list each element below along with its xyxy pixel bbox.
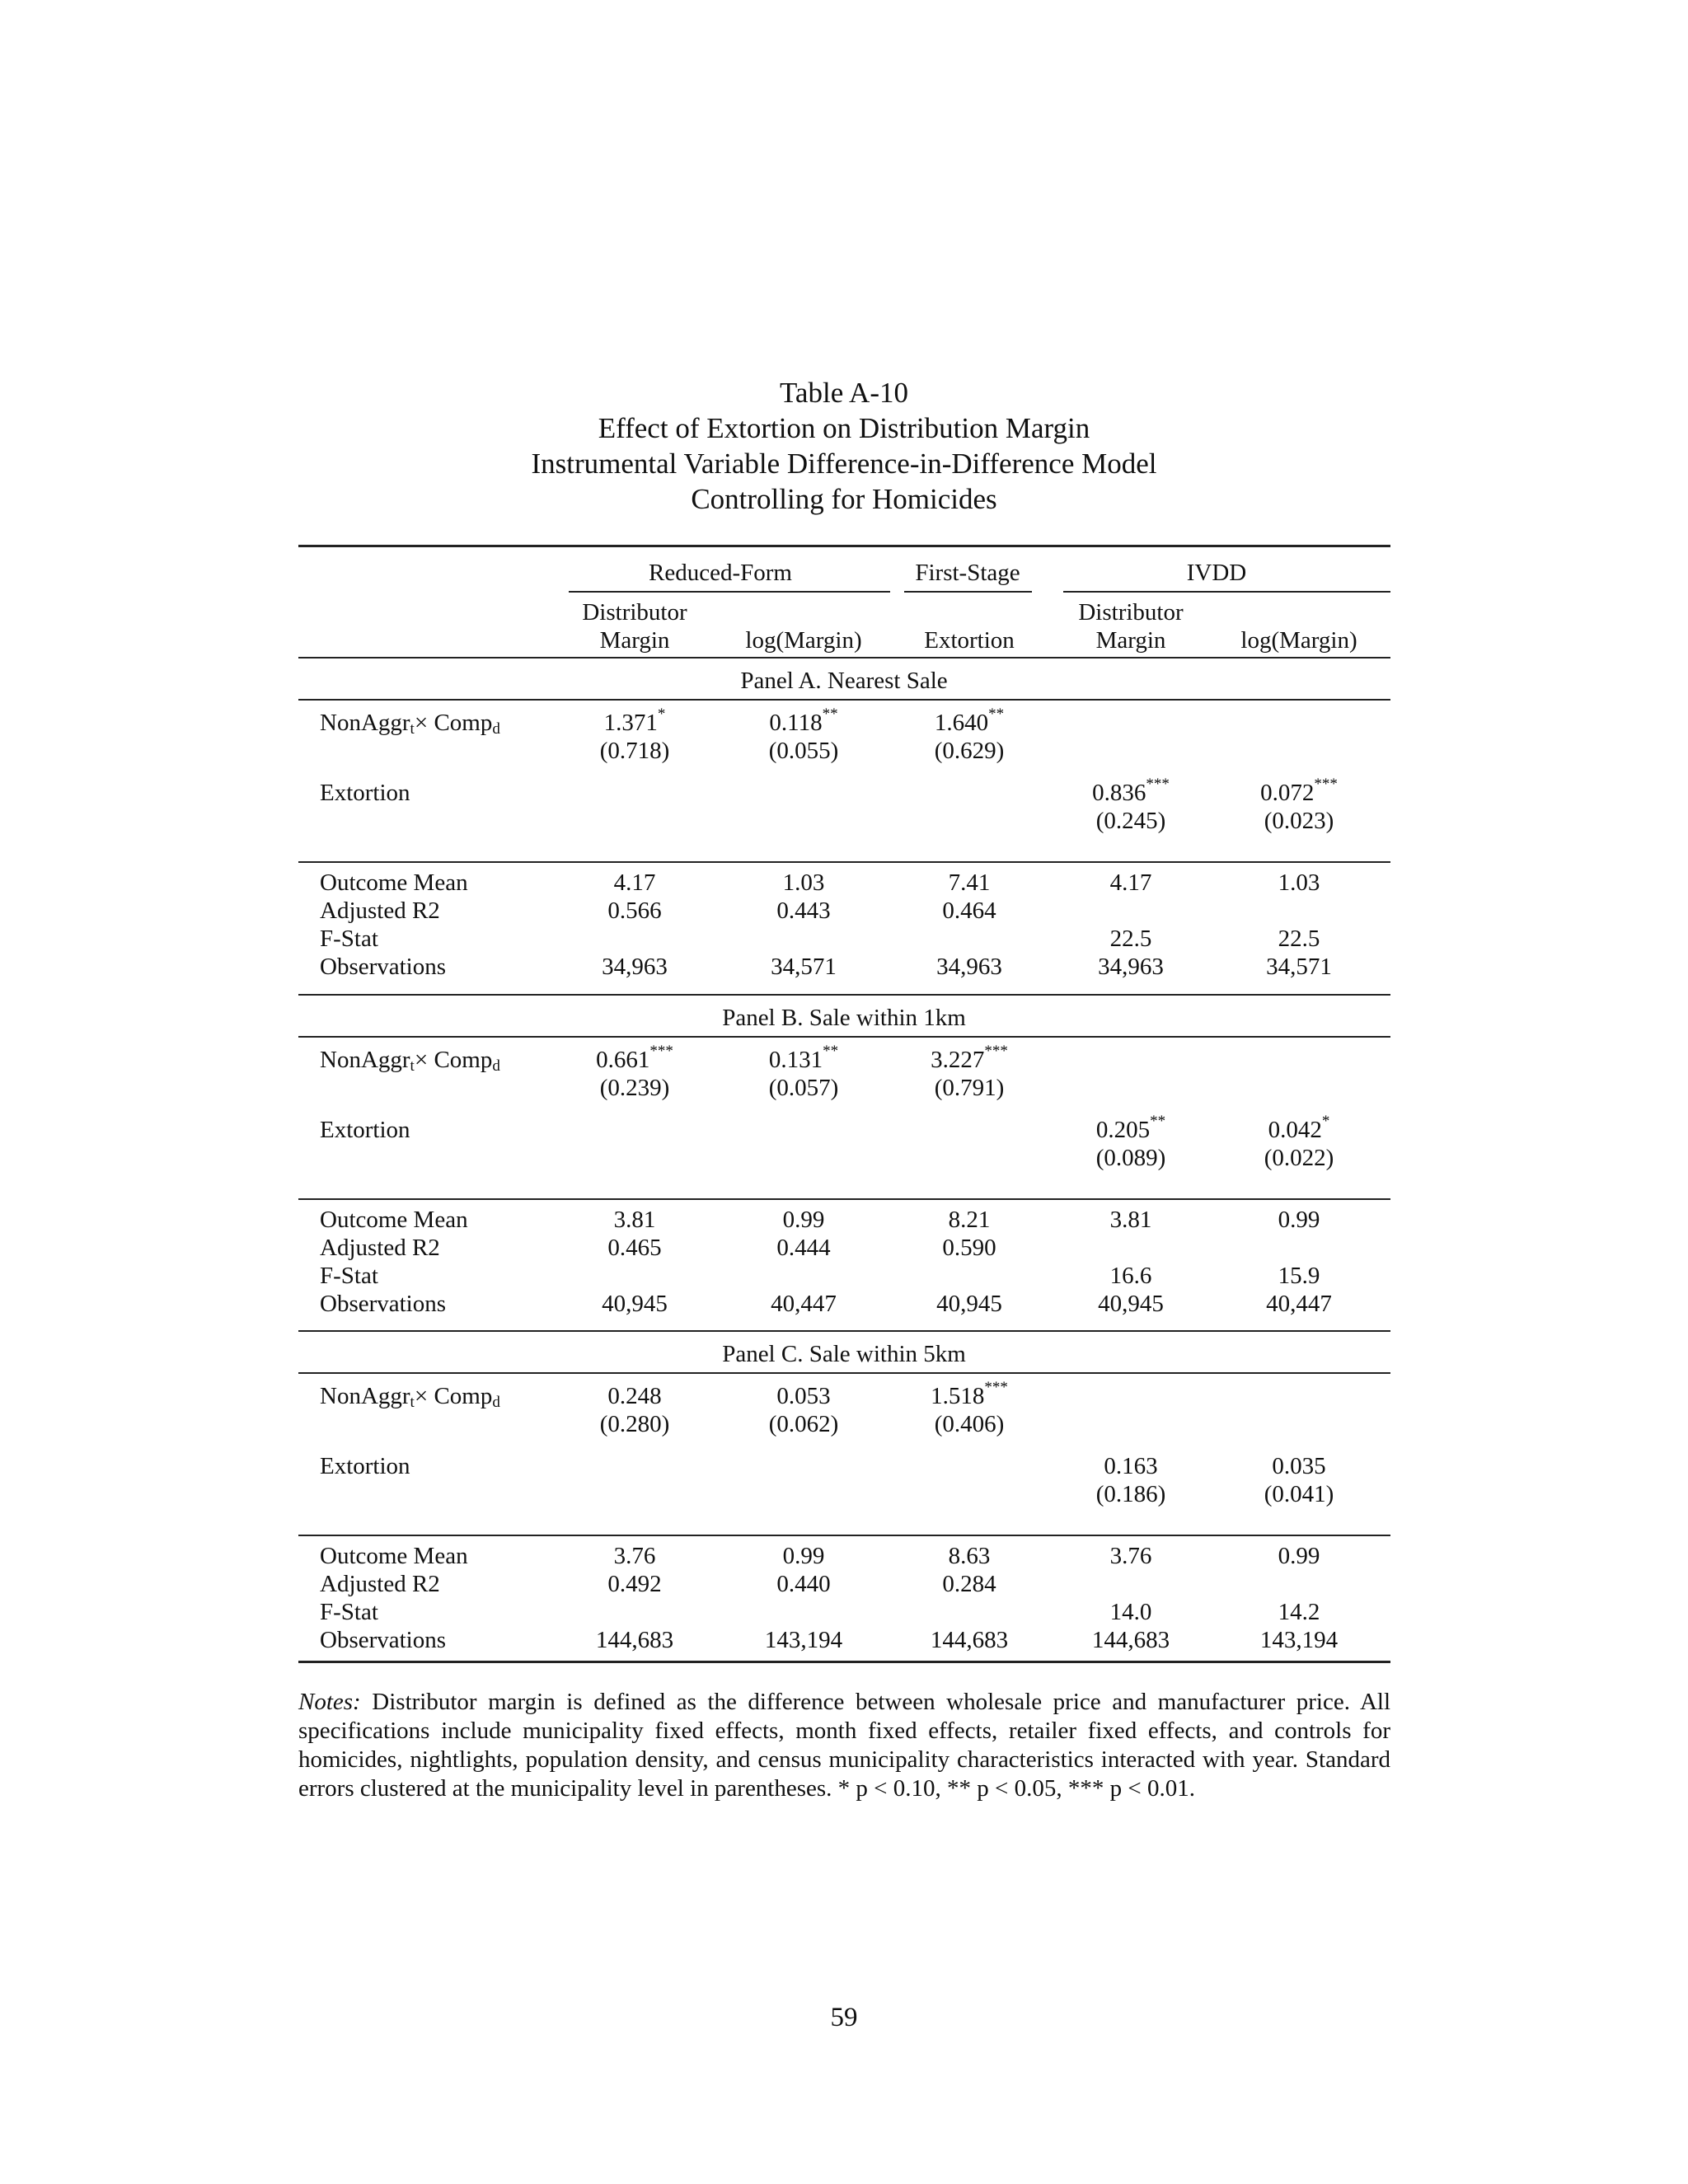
extortion-coef-cell [1268,1113,1330,1144]
coefficient-value: 0.661 [596,1047,650,1073]
observations-value: 144,683 [1091,1627,1170,1653]
nonaggr-coef-cell [769,705,838,737]
extortion-coef-cell [1092,776,1170,807]
panel-top-rule [298,994,1390,996]
adjusted-r2-value: 0.492 [607,1571,662,1597]
extortion-coef-cell [1272,1452,1325,1480]
col5-header: log(Margin) [1240,627,1357,654]
significance-stars: ** [822,705,838,724]
outcome-mean-value: 4.17 [1109,869,1152,896]
label-part: × [414,1047,434,1073]
row-label-fstat: F-Stat [320,1263,378,1289]
col1-header-line1: Distributor [582,599,687,626]
standard-error: (0.239) [599,1075,670,1101]
row-label-extortion: Extortion [320,1117,410,1143]
label-part: t [410,1057,415,1075]
label-part: NonAggr [320,1383,410,1409]
standard-error: (0.280) [599,1411,670,1437]
table-title-block [0,375,1688,517]
outcome-mean-value: 3.81 [613,1207,656,1233]
panel-title: Panel B. Sale within 1km [722,1005,966,1031]
observations-value: 40,945 [1098,1291,1164,1317]
outcome-mean-value: 3.76 [1109,1543,1152,1569]
observations-value: 40,447 [1266,1291,1332,1317]
standard-error: (0.406) [934,1411,1005,1437]
coefficient-value: 0.042 [1268,1117,1322,1143]
panel-title-rule [298,1372,1390,1374]
panel-title: Panel A. Nearest Sale [740,668,948,694]
significance-stars: * [1321,1113,1330,1131]
row-label-outcome-mean: Outcome Mean [320,1543,468,1569]
standard-error: (0.023) [1264,808,1334,834]
row-label-adjusted-r2: Adjusted R2 [320,1571,440,1597]
col4-header-line1: Distributor [1078,599,1184,626]
observations-value: 143,194 [764,1627,843,1653]
extortion-coef-cell [1260,776,1338,807]
label-part: NonAggr [320,710,410,736]
panel-title-rule [298,699,1390,701]
stats-rule [298,1198,1390,1200]
panel-title-rule [298,1036,1390,1038]
group-header-ivdd: IVDD [1186,560,1247,586]
label-part: d [492,720,500,738]
outcome-mean-value: 1.03 [782,869,825,896]
observations-value: 34,571 [1266,954,1332,980]
notes-text: Distributor margin is defined as the difference between wholesale price and manufacturer price. All specifications include municipality fixed effects, month fixed effects, retailer fixed effects, and controls for homicides, nightlights, population density, and census municipality characteristics interacted with year. Standard errors clustered at the municipality level in parentheses. * p < 0.10, ** p < 0.05, *** p < 0.01. [298,1689,1390,1802]
nonaggr-coef-cell [931,1379,1008,1410]
extortion-coef-cell [1104,1452,1157,1480]
group-header-reduced-form: Reduced-Form [649,560,792,586]
row-label-extortion: Extortion [320,1453,410,1479]
row-label-nonaggr-comp [320,1382,500,1410]
adjusted-r2-value: 0.465 [607,1235,662,1261]
fstat-value: 14.0 [1109,1599,1152,1625]
coefficient-value: 0.072 [1260,780,1315,806]
label-part: × [414,1383,434,1409]
row-label-outcome-mean: Outcome Mean [320,1207,468,1233]
row-label-nonaggr-comp [320,709,500,737]
significance-stars: ** [1150,1113,1166,1131]
observations-value: 144,683 [930,1627,1009,1653]
adjusted-r2-value: 0.444 [776,1235,831,1261]
table-subtitle-controls: Controlling for Homicides [691,483,997,515]
coefficient-value: 1.371 [603,710,658,736]
significance-stars: *** [1146,776,1170,794]
fstat-value: 22.5 [1109,926,1152,952]
coefficient-value: 0.163 [1104,1453,1158,1479]
page-number: 59 [830,2003,858,2032]
fstat-value: 14.2 [1278,1599,1320,1625]
label-part: d [492,1057,500,1075]
coefficient-value: 3.227 [931,1047,985,1073]
nonaggr-coef-cell [776,1382,830,1410]
coefficient-value: 0.836 [1092,780,1146,806]
fstat-value: 16.6 [1109,1263,1152,1289]
observations-value: 40,945 [936,1291,1002,1317]
outcome-mean-value: 0.99 [1278,1543,1320,1569]
table-title: Effect of Extortion on Distribution Margin [598,412,1090,444]
coefficient-value: 0.053 [776,1383,831,1409]
nonaggr-coef-cell [607,1382,661,1410]
observations-value: 40,945 [602,1291,668,1317]
nonaggr-coef-cell [596,1043,673,1074]
significance-stars: *** [984,1043,1008,1061]
panel-top-rule [298,657,1390,658]
fstat-value: 22.5 [1278,926,1320,952]
label-part: NonAggr [320,1047,410,1073]
coefficient-value: 0.205 [1095,1117,1151,1143]
adjusted-r2-value: 0.440 [776,1571,831,1597]
row-label-observations: Observations [320,1627,447,1653]
observations-value: 34,571 [771,954,837,980]
observations-value: 143,194 [1259,1627,1339,1653]
significance-stars: *** [1314,776,1338,794]
row-label-fstat: F-Stat [320,1599,378,1625]
row-label-extortion: Extortion [320,780,410,806]
outcome-mean-value: 8.63 [948,1543,991,1569]
row-label-adjusted-r2: Adjusted R2 [320,1235,440,1261]
adjusted-r2-value: 0.284 [942,1571,996,1597]
outcome-mean-value: 7.41 [948,869,991,896]
coefficient-value: 1.640 [934,710,989,736]
adjusted-r2-value: 0.443 [776,898,831,924]
group-underline-first [904,591,1032,593]
table-subtitle-model: Instrumental Variable Difference-in-Difference Model [531,448,1157,480]
significance-stars: *** [984,1379,1008,1397]
standard-error: (0.245) [1095,808,1166,834]
label-part: Comp [434,710,493,736]
label-part: Comp [434,1383,493,1409]
table-notes [298,1688,1390,1803]
coefficient-value: 0.035 [1272,1453,1326,1479]
row-label-nonaggr-comp [320,1046,500,1074]
adjusted-r2-value: 0.566 [607,898,662,924]
bottom-rule [298,1661,1390,1663]
row-label-adjusted-r2: Adjusted R2 [320,898,440,924]
nonaggr-coef-cell [931,1043,1008,1074]
nonaggr-coef-cell [768,1043,839,1074]
fstat-value: 15.9 [1278,1263,1320,1289]
coefficient-value: 0.131 [768,1047,823,1073]
adjusted-r2-value: 0.590 [942,1235,996,1261]
row-label-observations: Observations [320,954,447,980]
standard-error: (0.022) [1264,1145,1334,1171]
outcome-mean-value: 0.99 [782,1543,825,1569]
coefficient-value: 0.248 [607,1383,662,1409]
standard-error: (0.718) [599,738,670,764]
label-part: t [410,1394,415,1411]
col1-header-line2: Margin [599,627,670,654]
outcome-mean-value: 3.76 [613,1543,656,1569]
observations-value: 34,963 [602,954,668,980]
notes-label: Notes: [298,1689,361,1715]
stats-rule [298,1535,1390,1536]
label-part: × [414,710,434,736]
label-part: d [492,1394,500,1411]
nonaggr-coef-cell [934,705,1005,737]
col4-header-line2: Margin [1095,627,1166,654]
group-underline-reduced [569,591,890,593]
standard-error: (0.057) [768,1075,839,1101]
extortion-coef-cell [1095,1113,1166,1144]
outcome-mean-value: 4.17 [613,869,656,896]
nonaggr-coef-cell [603,705,666,737]
significance-stars: * [657,705,666,724]
significance-stars: ** [988,705,1005,724]
outcome-mean-value: 8.21 [948,1207,991,1233]
col3-header: Extortion [924,627,1015,654]
table-number: Table A-10 [780,377,908,409]
col2-header: log(Margin) [745,627,862,654]
significance-stars: ** [823,1043,839,1061]
coefficient-value: 1.518 [931,1383,985,1409]
group-header-first-stage: First-Stage [915,560,1020,586]
row-label-observations: Observations [320,1291,447,1317]
standard-error: (0.055) [768,738,839,764]
row-label-fstat: F-Stat [320,926,378,952]
panel-title: Panel C. Sale within 5km [722,1341,966,1367]
coefficient-value: 0.118 [769,710,823,736]
group-underline-ivdd [1063,591,1390,593]
standard-error: (0.041) [1264,1481,1334,1507]
adjusted-r2-value: 0.464 [942,898,996,924]
panel-top-rule [298,1330,1390,1332]
standard-error: (0.089) [1095,1145,1166,1171]
stats-rule [298,861,1390,863]
outcome-mean-value: 0.99 [782,1207,825,1233]
label-part: t [410,720,415,738]
observations-value: 40,447 [771,1291,837,1317]
standard-error: (0.062) [768,1411,839,1437]
row-label-outcome-mean: Outcome Mean [320,869,468,896]
observations-value: 34,963 [1098,954,1164,980]
observations-value: 144,683 [595,1627,674,1653]
standard-error: (0.186) [1095,1481,1166,1507]
standard-error: (0.791) [934,1075,1005,1101]
standard-error: (0.629) [934,738,1005,764]
label-part: Comp [434,1047,493,1073]
top-rule [298,545,1390,547]
outcome-mean-value: 3.81 [1109,1207,1152,1233]
outcome-mean-value: 1.03 [1278,869,1320,896]
observations-value: 34,963 [936,954,1002,980]
outcome-mean-value: 0.99 [1278,1207,1320,1233]
significance-stars: *** [649,1043,673,1061]
